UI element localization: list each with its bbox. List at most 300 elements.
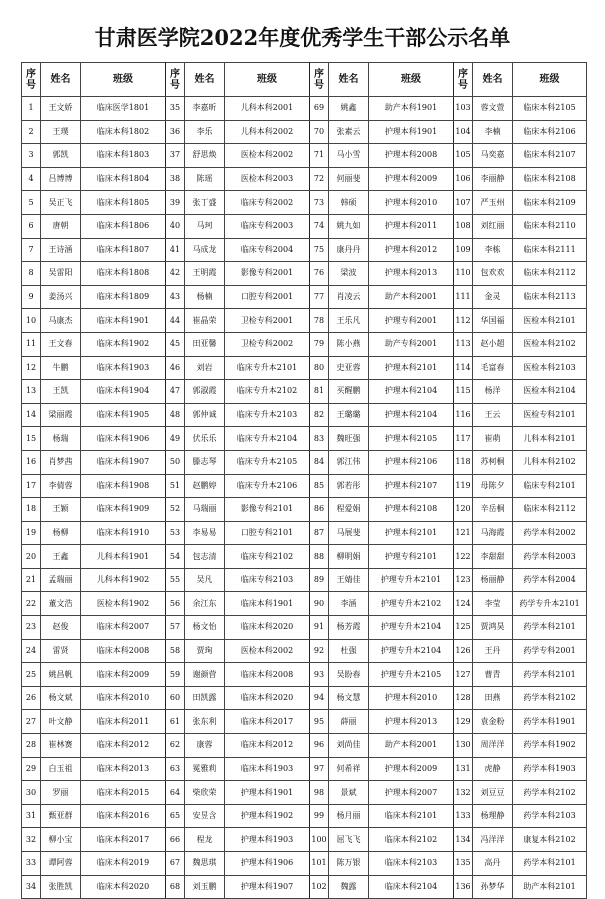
cell-num: 66: [166, 828, 185, 852]
cell-cls: 儿科本科2101: [513, 427, 587, 451]
table-row: [22, 686, 587, 710]
cell-name: 王鑫: [41, 545, 81, 569]
cell-num: 61: [166, 710, 185, 734]
cell-name: 李丽静: [473, 167, 513, 191]
table-row: [22, 710, 587, 734]
cell-num: 112: [454, 309, 473, 333]
cell-cls: 临床本科2008: [225, 663, 310, 687]
cell-cls: 护理本科2104: [369, 380, 454, 404]
table-row: [22, 875, 587, 899]
cell-num: 30: [22, 781, 41, 805]
header-name: 姓名: [185, 63, 225, 97]
cell-cls: 医检本科2101: [513, 309, 587, 333]
cell-num: 7: [22, 238, 41, 262]
cell-name: 程爱娟: [329, 498, 369, 522]
cell-name: 滕志琴: [185, 450, 225, 474]
cell-name: 杨理静: [473, 804, 513, 828]
cell-name: 杨瑞: [41, 427, 81, 451]
cell-num: 24: [22, 639, 41, 663]
cell-name: 金灵: [473, 285, 513, 309]
cell-num: 22: [22, 592, 41, 616]
cell-name: 梁波: [329, 262, 369, 286]
cell-cls: 医检本科2104: [513, 380, 587, 404]
cell-cls: 儿科本科2002: [225, 120, 310, 144]
cell-name: 马成龙: [185, 238, 225, 262]
cell-name: 姚昌帆: [41, 663, 81, 687]
cell-name: 曹青: [473, 663, 513, 687]
cell-num: 45: [166, 332, 185, 356]
cell-num: 4: [22, 167, 41, 191]
cell-name: 王文娇: [41, 97, 81, 121]
cell-cls: 临床本科2012: [225, 734, 310, 758]
cell-cls: 临床专升本2103: [225, 403, 310, 427]
cell-name: 肖凌云: [329, 285, 369, 309]
cell-cls: 护理专升本2104: [369, 616, 454, 640]
cell-num: 40: [166, 214, 185, 238]
cell-name: 杨楠: [185, 285, 225, 309]
cell-name: 柳明娟: [329, 545, 369, 569]
cell-num: 123: [454, 568, 473, 592]
cell-name: 梁丽霞: [41, 403, 81, 427]
cell-num: 90: [310, 592, 329, 616]
cell-name: 田凯露: [185, 686, 225, 710]
header-num: 序号: [22, 63, 41, 97]
cell-cls: 临床专科2003: [225, 214, 310, 238]
table-row: [22, 380, 587, 404]
cell-name: 杨文怡: [185, 616, 225, 640]
cell-num: 2: [22, 120, 41, 144]
cell-cls: 护理本科2101: [369, 356, 454, 380]
cell-cls: 护理本科1906: [225, 852, 310, 876]
cell-num: 104: [454, 120, 473, 144]
cell-name: 马小雪: [329, 144, 369, 168]
cell-num: 127: [454, 663, 473, 687]
cell-cls: 临床本科2113: [513, 285, 587, 309]
cell-num: 103: [454, 97, 473, 121]
cell-name: 田亚馨: [185, 332, 225, 356]
cell-num: 100: [310, 828, 329, 852]
cell-num: 9: [22, 285, 41, 309]
cell-cls: 护理本科2008: [369, 144, 454, 168]
cell-name: 杨文斌: [41, 686, 81, 710]
cell-num: 76: [310, 262, 329, 286]
cell-cls: 护理专升本2102: [369, 592, 454, 616]
cell-cls: 临床本科2110: [513, 214, 587, 238]
cell-name: 赵俊: [41, 616, 81, 640]
cell-num: 101: [310, 852, 329, 876]
cell-name: 姚九如: [329, 214, 369, 238]
cell-name: 高丹: [473, 852, 513, 876]
cell-name: 郭仲诚: [185, 403, 225, 427]
cell-num: 14: [22, 403, 41, 427]
cell-cls: 助产本科1901: [369, 97, 454, 121]
cell-cls: 护理本科2010: [369, 686, 454, 710]
cell-name: 张东利: [185, 710, 225, 734]
cell-name: 李栋: [473, 238, 513, 262]
cell-cls: 临床本科1908: [81, 474, 166, 498]
cell-name: 赵小超: [473, 332, 513, 356]
cell-cls: 临床本科1804: [81, 167, 166, 191]
cell-cls: 临床本科2016: [81, 804, 166, 828]
table-row: [22, 262, 587, 286]
cell-name: 刘豆豆: [473, 781, 513, 805]
cell-cls: 影像专科2101: [225, 498, 310, 522]
table-row: [22, 97, 587, 121]
cell-cls: 儿科本科1902: [81, 568, 166, 592]
cell-num: 113: [454, 332, 473, 356]
table-row: [22, 568, 587, 592]
cell-num: 37: [166, 144, 185, 168]
cell-name: 严玉州: [473, 191, 513, 215]
cell-name: 程龙: [185, 828, 225, 852]
cell-name: 唐朝: [41, 214, 81, 238]
cell-name: 王乐凡: [329, 309, 369, 333]
cell-cls: 护理专升本2104: [369, 639, 454, 663]
cell-num: 92: [310, 639, 329, 663]
table-row: [22, 828, 587, 852]
table-row: [22, 191, 587, 215]
cell-num: 82: [310, 403, 329, 427]
cell-name: 李莹: [473, 592, 513, 616]
cell-num: 36: [166, 120, 185, 144]
cell-num: 44: [166, 309, 185, 333]
cell-cls: 医检本科1902: [81, 592, 166, 616]
cell-cls: 护理本科2007: [369, 781, 454, 805]
cell-num: 63: [166, 757, 185, 781]
cell-num: 105: [454, 144, 473, 168]
cell-cls: 临床本科1901: [81, 309, 166, 333]
cell-num: 109: [454, 238, 473, 262]
cell-cls: 临床本科2017: [225, 710, 310, 734]
cell-cls: 护理本科2104: [369, 403, 454, 427]
cell-cls: 临床本科1901: [225, 592, 310, 616]
table-row: [22, 285, 587, 309]
cell-num: 93: [310, 663, 329, 687]
cell-cls: 助产本科2001: [369, 285, 454, 309]
cell-cls: 护理本科2009: [369, 167, 454, 191]
header-class: 班级: [513, 63, 587, 97]
cell-num: 70: [310, 120, 329, 144]
cell-name: 屈飞飞: [329, 828, 369, 852]
cell-num: 74: [310, 214, 329, 238]
cell-cls: 临床专升本2105: [225, 450, 310, 474]
cell-cls: 临床本科1909: [81, 498, 166, 522]
table-row: [22, 309, 587, 333]
cell-num: 53: [166, 521, 185, 545]
cell-cls: 临床本科2112: [513, 498, 587, 522]
cell-cls: 临床本科2103: [369, 852, 454, 876]
cell-cls: 卫检专科2001: [225, 309, 310, 333]
cell-num: 133: [454, 804, 473, 828]
cell-cls: 临床本科1903: [225, 757, 310, 781]
header-row: [22, 63, 587, 97]
cell-name: 刘红丽: [473, 214, 513, 238]
cell-cls: 临床医学1801: [81, 97, 166, 121]
table-row: [22, 639, 587, 663]
cell-cls: 儿科本科1901: [81, 545, 166, 569]
cell-cls: 临床本科2109: [513, 191, 587, 215]
cell-num: 34: [22, 875, 41, 899]
cell-name: 杨月丽: [329, 804, 369, 828]
cell-name: 郭江伟: [329, 450, 369, 474]
cell-num: 13: [22, 380, 41, 404]
table-row: [22, 852, 587, 876]
cell-cls: 药学本科2101: [513, 663, 587, 687]
cell-name: 刘玉鹏: [185, 875, 225, 899]
cell-num: 25: [22, 663, 41, 687]
cell-cls: 护理本科2011: [369, 214, 454, 238]
cell-num: 20: [22, 545, 41, 569]
cell-cls: 临床本科1809: [81, 285, 166, 309]
header-class: 班级: [369, 63, 454, 97]
cell-name: 孟瑞丽: [41, 568, 81, 592]
cell-num: 60: [166, 686, 185, 710]
table-row: [22, 616, 587, 640]
cell-name: 冯洋洋: [473, 828, 513, 852]
cell-num: 84: [310, 450, 329, 474]
cell-name: 吕博博: [41, 167, 81, 191]
cell-cls: 药学本科2102: [513, 781, 587, 805]
cell-num: 35: [166, 97, 185, 121]
cell-cls: 临床本科2019: [81, 852, 166, 876]
cell-cls: 临床专升本2104: [225, 427, 310, 451]
cell-name: 王云: [473, 403, 513, 427]
cell-cls: 临床专升本2101: [225, 356, 310, 380]
cell-name: 薛丽: [329, 710, 369, 734]
cell-name: 马海霞: [473, 521, 513, 545]
table-row: [22, 427, 587, 451]
cell-num: 39: [166, 191, 185, 215]
cell-name: 罗丽: [41, 781, 81, 805]
cell-cls: 临床本科2008: [81, 639, 166, 663]
cell-num: 116: [454, 403, 473, 427]
cell-cls: 药学本科2003: [513, 545, 587, 569]
cell-num: 64: [166, 781, 185, 805]
cell-num: 68: [166, 875, 185, 899]
cell-num: 131: [454, 757, 473, 781]
cell-num: 130: [454, 734, 473, 758]
cell-num: 29: [22, 757, 41, 781]
cell-name: 姚鑫: [329, 97, 369, 121]
cell-cls: 护理本科1907: [225, 875, 310, 899]
cell-cls: 护理本科2009: [369, 757, 454, 781]
cell-num: 114: [454, 356, 473, 380]
cell-cls: 医检本科2002: [225, 144, 310, 168]
table-body: [22, 97, 587, 899]
cell-num: 8: [22, 262, 41, 286]
cell-num: 115: [454, 380, 473, 404]
cell-num: 42: [166, 262, 185, 286]
cell-name: 伏乐乐: [185, 427, 225, 451]
cell-cls: 药学本科2004: [513, 568, 587, 592]
cell-name: 王璞: [41, 120, 81, 144]
cell-name: 李楠: [473, 120, 513, 144]
cell-cls: 临床专科2103: [225, 568, 310, 592]
cell-name: 景斌: [329, 781, 369, 805]
cell-num: 43: [166, 285, 185, 309]
cell-cls: 临床本科1903: [81, 356, 166, 380]
table-row: [22, 403, 587, 427]
cell-cls: 口腔专科2001: [225, 285, 310, 309]
table-row: [22, 545, 587, 569]
table-row: [22, 663, 587, 687]
cell-name: 杨芳霞: [329, 616, 369, 640]
cell-num: 65: [166, 804, 185, 828]
cell-num: 21: [22, 568, 41, 592]
table-row: [22, 757, 587, 781]
cell-cls: 临床本科2104: [369, 875, 454, 899]
cell-cls: 医检本科2003: [225, 167, 310, 191]
cell-name: 贾珣: [185, 639, 225, 663]
cell-num: 121: [454, 521, 473, 545]
cell-cls: 药学本科2103: [513, 804, 587, 828]
cell-name: 虎静: [473, 757, 513, 781]
cell-name: 蓉文萱: [473, 97, 513, 121]
cell-num: 50: [166, 450, 185, 474]
cell-name: 王文春: [41, 332, 81, 356]
cell-num: 69: [310, 97, 329, 121]
cell-num: 117: [454, 427, 473, 451]
cell-num: 59: [166, 663, 185, 687]
table-row: [22, 450, 587, 474]
table-row: [22, 238, 587, 262]
cell-num: 91: [310, 616, 329, 640]
cell-name: 李易易: [185, 521, 225, 545]
cell-num: 32: [22, 828, 41, 852]
cell-name: 吴雷阳: [41, 262, 81, 286]
cell-cls: 药学专科2001: [513, 639, 587, 663]
cell-num: 136: [454, 875, 473, 899]
cell-name: 马瑞丽: [185, 498, 225, 522]
cell-name: 张胜凯: [41, 875, 81, 899]
cell-num: 87: [310, 521, 329, 545]
cell-cls: 护理本科2013: [369, 710, 454, 734]
header-class: 班级: [81, 63, 166, 97]
cell-cls: 医检本科2102: [513, 332, 587, 356]
cell-name: 康丹丹: [329, 238, 369, 262]
cell-cls: 临床本科2010: [81, 686, 166, 710]
cell-cls: 护理本科2108: [369, 498, 454, 522]
cell-cls: 药学本科2102: [513, 686, 587, 710]
cell-num: 28: [22, 734, 41, 758]
cell-num: 17: [22, 474, 41, 498]
cell-cls: 护理专科2001: [369, 309, 454, 333]
cell-name: 周洋洋: [473, 734, 513, 758]
cell-name: 张素云: [329, 120, 369, 144]
cell-cls: 护理本科2107: [369, 474, 454, 498]
cell-name: 冕雅莉: [185, 757, 225, 781]
cell-num: 80: [310, 356, 329, 380]
cell-num: 62: [166, 734, 185, 758]
cell-cls: 临床本科2020: [225, 686, 310, 710]
cell-cls: 儿科本科2001: [225, 97, 310, 121]
cell-num: 110: [454, 262, 473, 286]
cell-num: 79: [310, 332, 329, 356]
header-class: 班级: [225, 63, 310, 97]
cell-name: 马珂: [185, 214, 225, 238]
cell-name: 母陈夕: [473, 474, 513, 498]
cell-cls: 医检本科2103: [513, 356, 587, 380]
cell-cls: 临床本科2009: [81, 663, 166, 687]
cell-name: 吴盼春: [329, 663, 369, 687]
table-row: [22, 356, 587, 380]
table-row: [22, 592, 587, 616]
cell-num: 119: [454, 474, 473, 498]
cell-num: 78: [310, 309, 329, 333]
cell-name: 李乐: [185, 120, 225, 144]
cell-name: 康蓉: [185, 734, 225, 758]
page-title: 甘肃医学院2022年度优秀学生干部公示名单: [94, 25, 511, 50]
cell-cls: 临床本科1902: [81, 332, 166, 356]
cell-name: 崔林赛: [41, 734, 81, 758]
cell-cls: 临床本科2020: [225, 616, 310, 640]
header-num: 序号: [166, 63, 185, 97]
cell-num: 128: [454, 686, 473, 710]
cell-name: 贾鸿昊: [473, 616, 513, 640]
cell-num: 135: [454, 852, 473, 876]
cell-num: 96: [310, 734, 329, 758]
cell-cls: 医检专科2101: [513, 403, 587, 427]
cell-name: 姜汤兴: [41, 285, 81, 309]
cell-name: 杨柳: [41, 521, 81, 545]
cell-name: 甄亚群: [41, 804, 81, 828]
cell-cls: 助产专科2001: [369, 332, 454, 356]
table-row: [22, 214, 587, 238]
cell-num: 77: [310, 285, 329, 309]
cell-name: 崔晶荣: [185, 309, 225, 333]
cell-cls: 护理本科1901: [369, 120, 454, 144]
cell-num: 118: [454, 450, 473, 474]
cell-name: 包欢欢: [473, 262, 513, 286]
cell-name: 田燕: [473, 686, 513, 710]
cell-num: 46: [166, 356, 185, 380]
cell-num: 27: [22, 710, 41, 734]
table-row: [22, 332, 587, 356]
header-num: 序号: [454, 63, 473, 97]
cell-num: 129: [454, 710, 473, 734]
cell-num: 18: [22, 498, 41, 522]
cell-cls: 护理本科1901: [225, 781, 310, 805]
cell-num: 102: [310, 875, 329, 899]
cell-num: 5: [22, 191, 41, 215]
cell-cls: 临床本科1808: [81, 262, 166, 286]
cell-num: 55: [166, 568, 185, 592]
cell-cls: 助产本科2001: [369, 734, 454, 758]
cell-name: 肖梦茜: [41, 450, 81, 474]
table-row: [22, 120, 587, 144]
header-name: 姓名: [329, 63, 369, 97]
cell-cls: 临床本科2111: [513, 238, 587, 262]
cell-name: 杨丽静: [473, 568, 513, 592]
cell-cls: 儿科本科2102: [513, 450, 587, 474]
cell-name: 魏露: [329, 875, 369, 899]
cell-num: 52: [166, 498, 185, 522]
cell-num: 58: [166, 639, 185, 663]
header-name: 姓名: [473, 63, 513, 97]
cell-name: 魏思琪: [185, 852, 225, 876]
cell-name: 王诗涵: [41, 238, 81, 262]
cell-num: 6: [22, 214, 41, 238]
cell-num: 33: [22, 852, 41, 876]
cell-cls: 药学本科1903: [513, 757, 587, 781]
cell-num: 99: [310, 804, 329, 828]
cell-name: 舒思焕: [185, 144, 225, 168]
cell-cls: 临床专科2004: [225, 238, 310, 262]
cell-name: 牛鹏: [41, 356, 81, 380]
cell-name: 何丽斐: [329, 167, 369, 191]
cell-num: 85: [310, 474, 329, 498]
cell-name: 郭凯: [41, 144, 81, 168]
